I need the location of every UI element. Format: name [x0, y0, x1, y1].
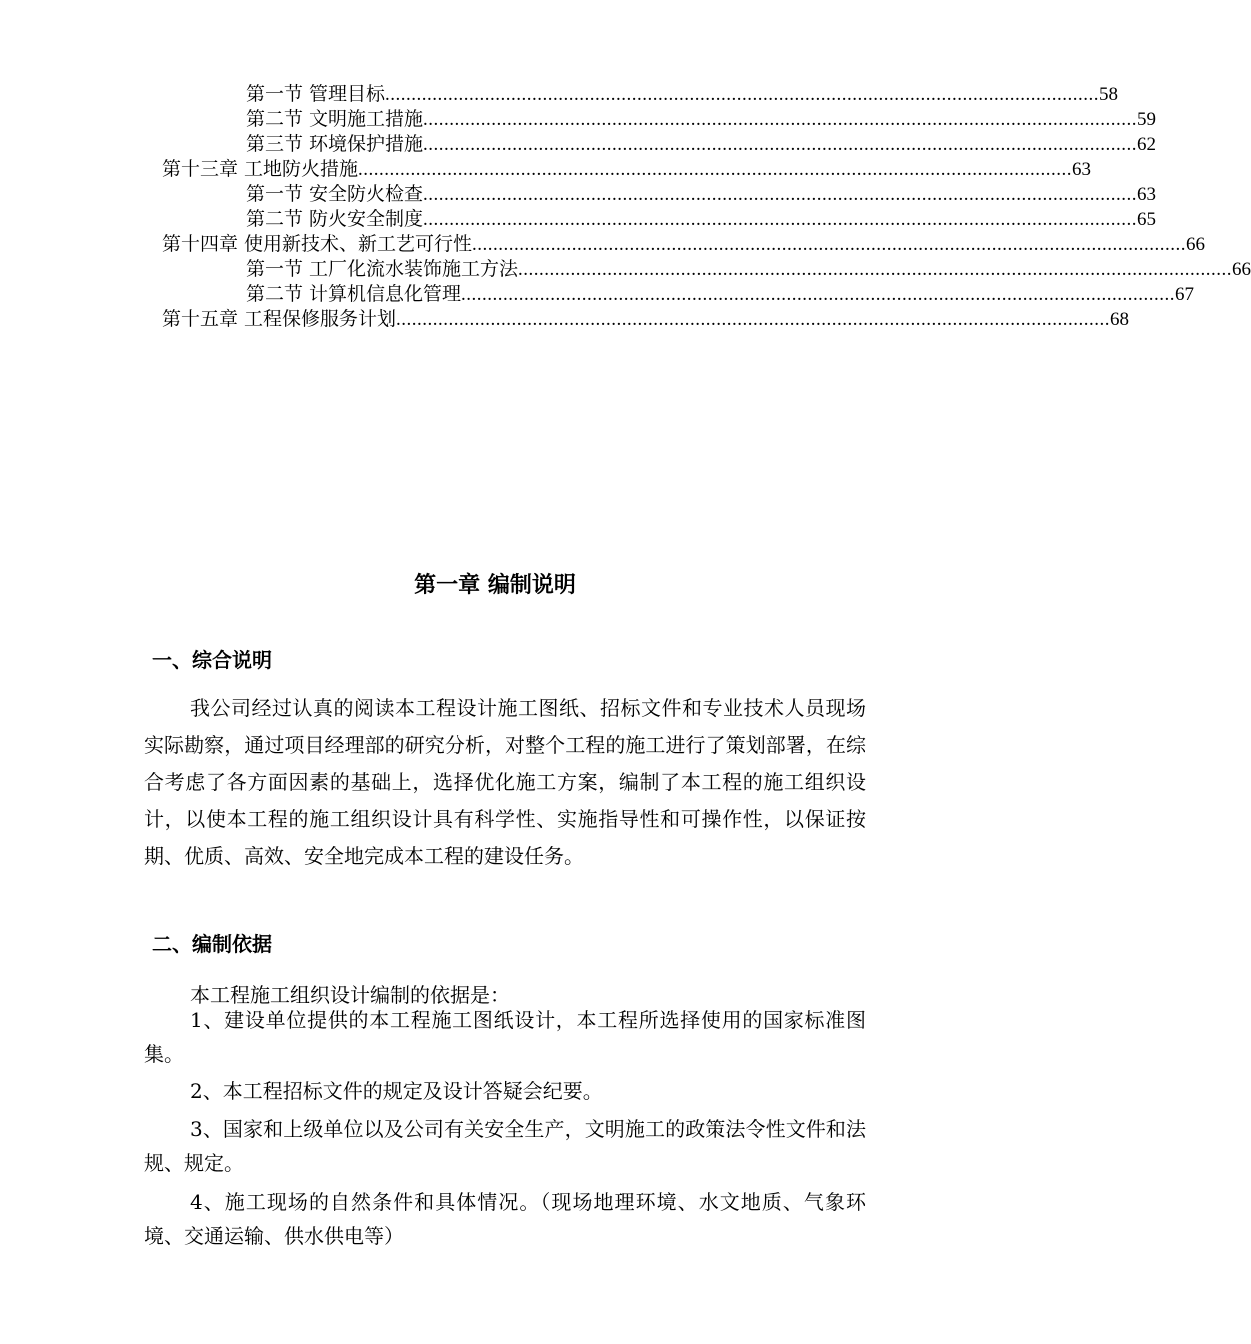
- toc-leader-dots: ........................................................................................................................................: [461, 284, 1176, 305]
- basis-item-2: 2、本工程招标文件的规定及设计答疑会纪要。: [190, 1079, 603, 1103]
- toc-entry-page: 66: [1232, 259, 1251, 280]
- toc-leader-dots: ........................................................................................................................................: [423, 134, 1138, 155]
- toc-entry-label: 第十五章 工程保修服务计划: [162, 308, 397, 330]
- toc-entry[interactable]: [246, 282, 1195, 306]
- section-heading-overview: 一、综合说明: [152, 648, 272, 672]
- toc-entry-page: 66: [1186, 234, 1206, 255]
- toc-entry-page: 59: [1137, 109, 1157, 130]
- toc-entry-page: 65: [1137, 209, 1157, 230]
- toc-entry-page: 68: [1110, 309, 1130, 330]
- toc-entry-label: 第二节 计算机信息化管理: [246, 283, 462, 305]
- basis-item-1: 1、建设单位提供的本工程施工图纸设计，本工程所选择使用的国家标准图集。: [144, 1008, 866, 1066]
- toc-leader-dots: ........................................................................................................................................: [472, 234, 1187, 255]
- toc-entry[interactable]: [246, 132, 1157, 156]
- toc-entry-label: 第十四章 使用新技术、新工艺可行性: [162, 233, 473, 255]
- toc-entry-page: 58: [1099, 84, 1119, 105]
- toc-leader-dots: ........................................................................................................................................: [396, 309, 1111, 330]
- basis-item-4: 4、施工现场的自然条件和具体情况。（现场地理环境、水文地质、气象环境、交通运输、供水供电等）: [144, 1190, 866, 1248]
- toc-entry[interactable]: [246, 107, 1157, 131]
- toc-leader-dots: ........................................................................................................................................: [423, 209, 1138, 230]
- toc-entry-label: 第一节 安全防火检查: [246, 183, 424, 205]
- toc-entry[interactable]: [246, 182, 1157, 206]
- chapter-title: 第一章 编制说明: [414, 572, 576, 598]
- toc-entry-page: 62: [1137, 134, 1157, 155]
- basis-item-3: 3、国家和上级单位以及公司有关安全生产，文明施工的政策法令性文件和法规、规定。: [144, 1117, 866, 1175]
- toc-leader-dots: ........................................................................................................................................: [358, 159, 1073, 180]
- toc-leader-dots: ........................................................................................................................................: [518, 259, 1233, 280]
- toc-entry[interactable]: [246, 82, 1119, 106]
- toc-entry[interactable]: [162, 307, 1130, 331]
- toc-entry-label: 第二节 防火安全制度: [246, 208, 424, 230]
- toc-entry[interactable]: [246, 257, 1251, 281]
- toc-leader-dots: ........................................................................................................................................: [385, 84, 1100, 105]
- section-heading-basis: 二、编制依据: [152, 932, 272, 956]
- toc-entry-label: 第十三章 工地防火措施: [162, 158, 359, 180]
- toc-entry-label: 第二节 文明施工措施: [246, 108, 424, 130]
- toc-entry-label: 第一节 管理目标: [246, 83, 386, 105]
- section-overview-body: 我公司经过认真的阅读本工程设计施工图纸、招标文件和专业技术人员现场实际勘察，通过项目经理部的研究分析，对整个工程的施工进行了策划部署，在综合考虑了各方面因素的基础上，选择优化施工方案，编制了本工程的施工组织设计，以使本工程的施工组织设计具有科学性、实施指导性和可操作性，以保证按期、优质、高效、安全地完成本工程的建设任务。: [144, 696, 866, 868]
- toc-entry-page: 63: [1072, 159, 1092, 180]
- toc-entry-page: 67: [1175, 284, 1195, 305]
- toc-leader-dots: ........................................................................................................................................: [423, 184, 1138, 205]
- basis-intro: 本工程施工组织设计编制的依据是：: [190, 983, 510, 1007]
- toc-entry[interactable]: [162, 157, 1092, 181]
- toc-entry-label: 第一节 工厂化流水装饰施工方法: [246, 258, 519, 280]
- toc-entry-label: 第三节 环境保护措施: [246, 133, 424, 155]
- toc-entry-page: 63: [1137, 184, 1157, 205]
- toc-entry[interactable]: [246, 207, 1157, 231]
- toc-entry[interactable]: [162, 232, 1206, 256]
- toc-leader-dots: ........................................................................................................................................: [423, 109, 1138, 130]
